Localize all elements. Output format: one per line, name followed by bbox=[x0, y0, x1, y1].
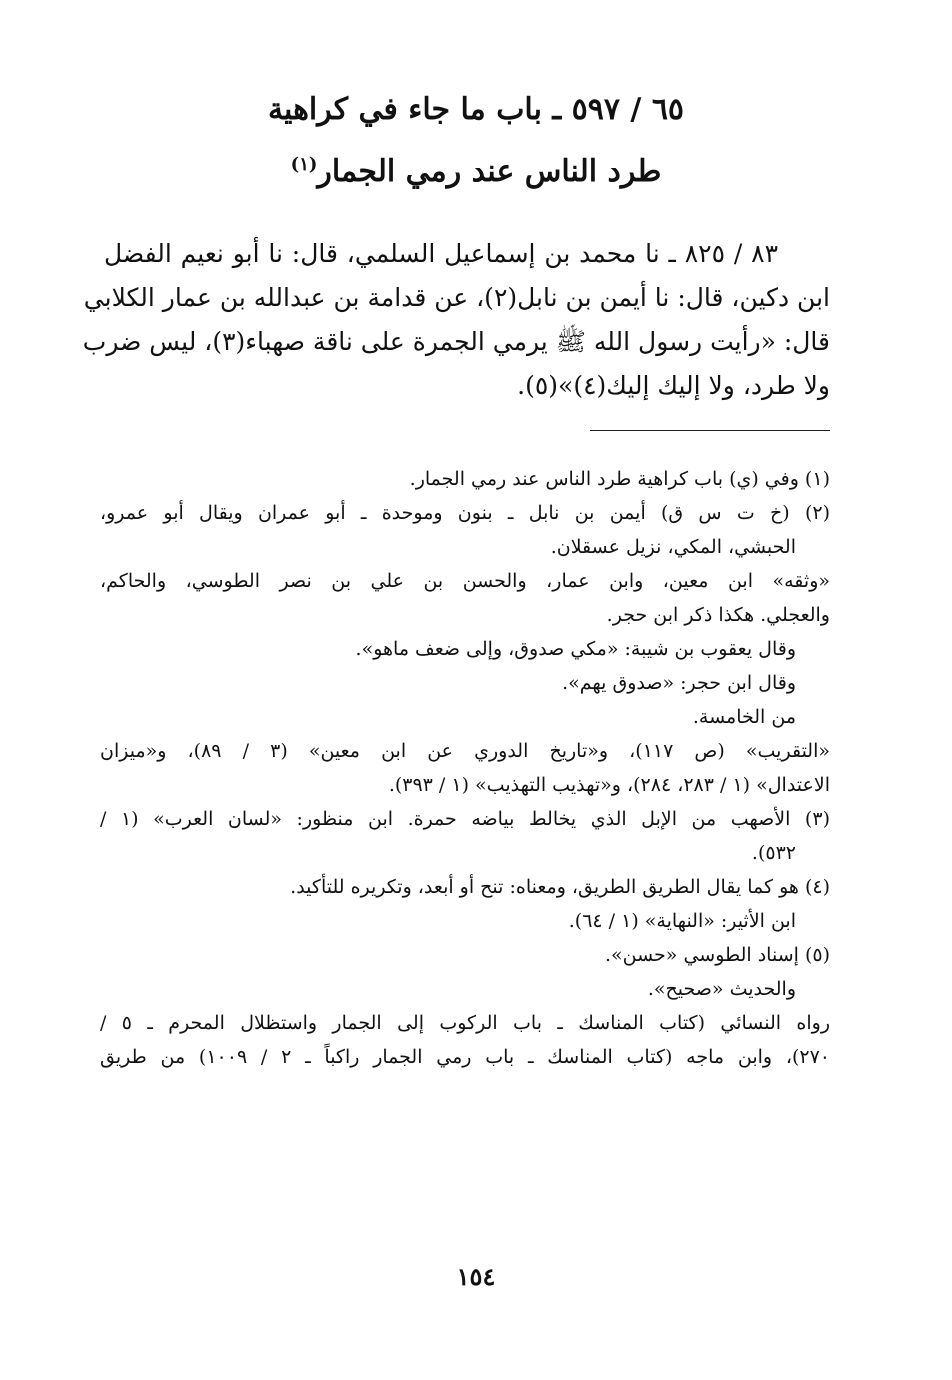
footnotes bbox=[100, 462, 830, 1074]
hadith-line: ولا طرد، ولا إليك إليك(٤)»(٥). bbox=[517, 371, 830, 400]
footnote-line: الاعتدال» (١ / ٢٨٣، ٢٨٤)، و«تهذيب التهذيب» (١ / ٣٩٣). bbox=[388, 774, 830, 796]
footnote-separator bbox=[590, 430, 830, 431]
hadith-line: ابن دكين، قال: نا أيمن بن نابل(٢)، عن قدامة بن عبدالله بن عمار الكلابي bbox=[83, 283, 830, 312]
footnote-line: من الخامسة. bbox=[692, 706, 796, 728]
page-number: ١٥٤ bbox=[456, 1262, 496, 1291]
footnote-line: (٤) هو كما يقال الطريق الطريق، ومعناه: تنح أو أبعد، وتكريره للتأكيد. bbox=[290, 876, 830, 898]
footnote-line: ٢٧٠)، وابن ماجه (كتاب المناسك ـ باب رمي الجمار راكباً ـ ٢ / ١٠٠٩) من طريق bbox=[100, 1046, 830, 1068]
hadith-line: قال: «رأيت رسول الله ﷺ يرمي الجمرة على ناقة صهباء(٣)، ليس ضرب bbox=[82, 327, 830, 356]
chapter-heading-line1: ٦٥ / ٥٩٧ ـ باب ما جاء في كراهية bbox=[267, 92, 685, 127]
hadith-text bbox=[82, 232, 830, 408]
footnote-line: «التقريب» (ص ١١٧)، و«تاريخ الدوري عن ابن معين» (٣ / ٨٩)، و«ميزان bbox=[100, 740, 830, 762]
chapter-heading-text: طرد الناس عند رمي الجمار bbox=[317, 154, 662, 189]
footnote-line: «وثقه» ابن معين، وابن عمار، والحسن بن علي بن نصر الطوسي، والحاكم، bbox=[100, 570, 830, 592]
footnote-line: الحبشي، المكي، نزيل عسقلان. bbox=[550, 536, 796, 558]
footnote-ref: (١) bbox=[290, 154, 318, 175]
footnote-line: والعجلي. هكذا ذكر ابن حجر. bbox=[606, 604, 830, 626]
footnote-line: وقال ابن حجر: «صدوق يهم». bbox=[562, 672, 796, 694]
footnote-line: (٥) إسناد الطوسي «حسن». bbox=[604, 944, 830, 966]
footnote-line: والحديث «صحيح». bbox=[647, 978, 796, 1000]
footnote-line: وقال يعقوب بن شيبة: «مكي صدوق، وإلى ضعف ماهو». bbox=[355, 638, 796, 660]
footnote-line: (٣) الأصهب من الإبل الذي يخالط بياضه حمرة. ابن منظور: «لسان العرب» (١ / bbox=[100, 808, 830, 830]
footnote-line: ابن الأثير: «النهاية» (١ / ٦٤). bbox=[568, 910, 796, 932]
footnote-line: (٢) (خ ت س ق) أيمن بن نابل ـ بنون وموحدة ـ أبو عمران ويقال أبو عمرو، bbox=[100, 502, 830, 524]
footnote-line: ٥٣٢). bbox=[751, 842, 796, 864]
footnote-line: (١) وفي (ي) باب كراهية طرد الناس عند رمي الجمار. bbox=[409, 468, 830, 490]
footnote-line: رواه النسائي (كتاب المناسك ـ باب الركوب إلى الجمار واستظلال المحرم ـ ٥ / bbox=[100, 1012, 830, 1034]
hadith-line: ٨٣ / ٨٢٥ ـ نا محمد بن إسماعيل السلمي، قال: نا أبو نعيم الفضل bbox=[104, 239, 778, 268]
chapter-heading-line2 bbox=[100, 154, 852, 189]
